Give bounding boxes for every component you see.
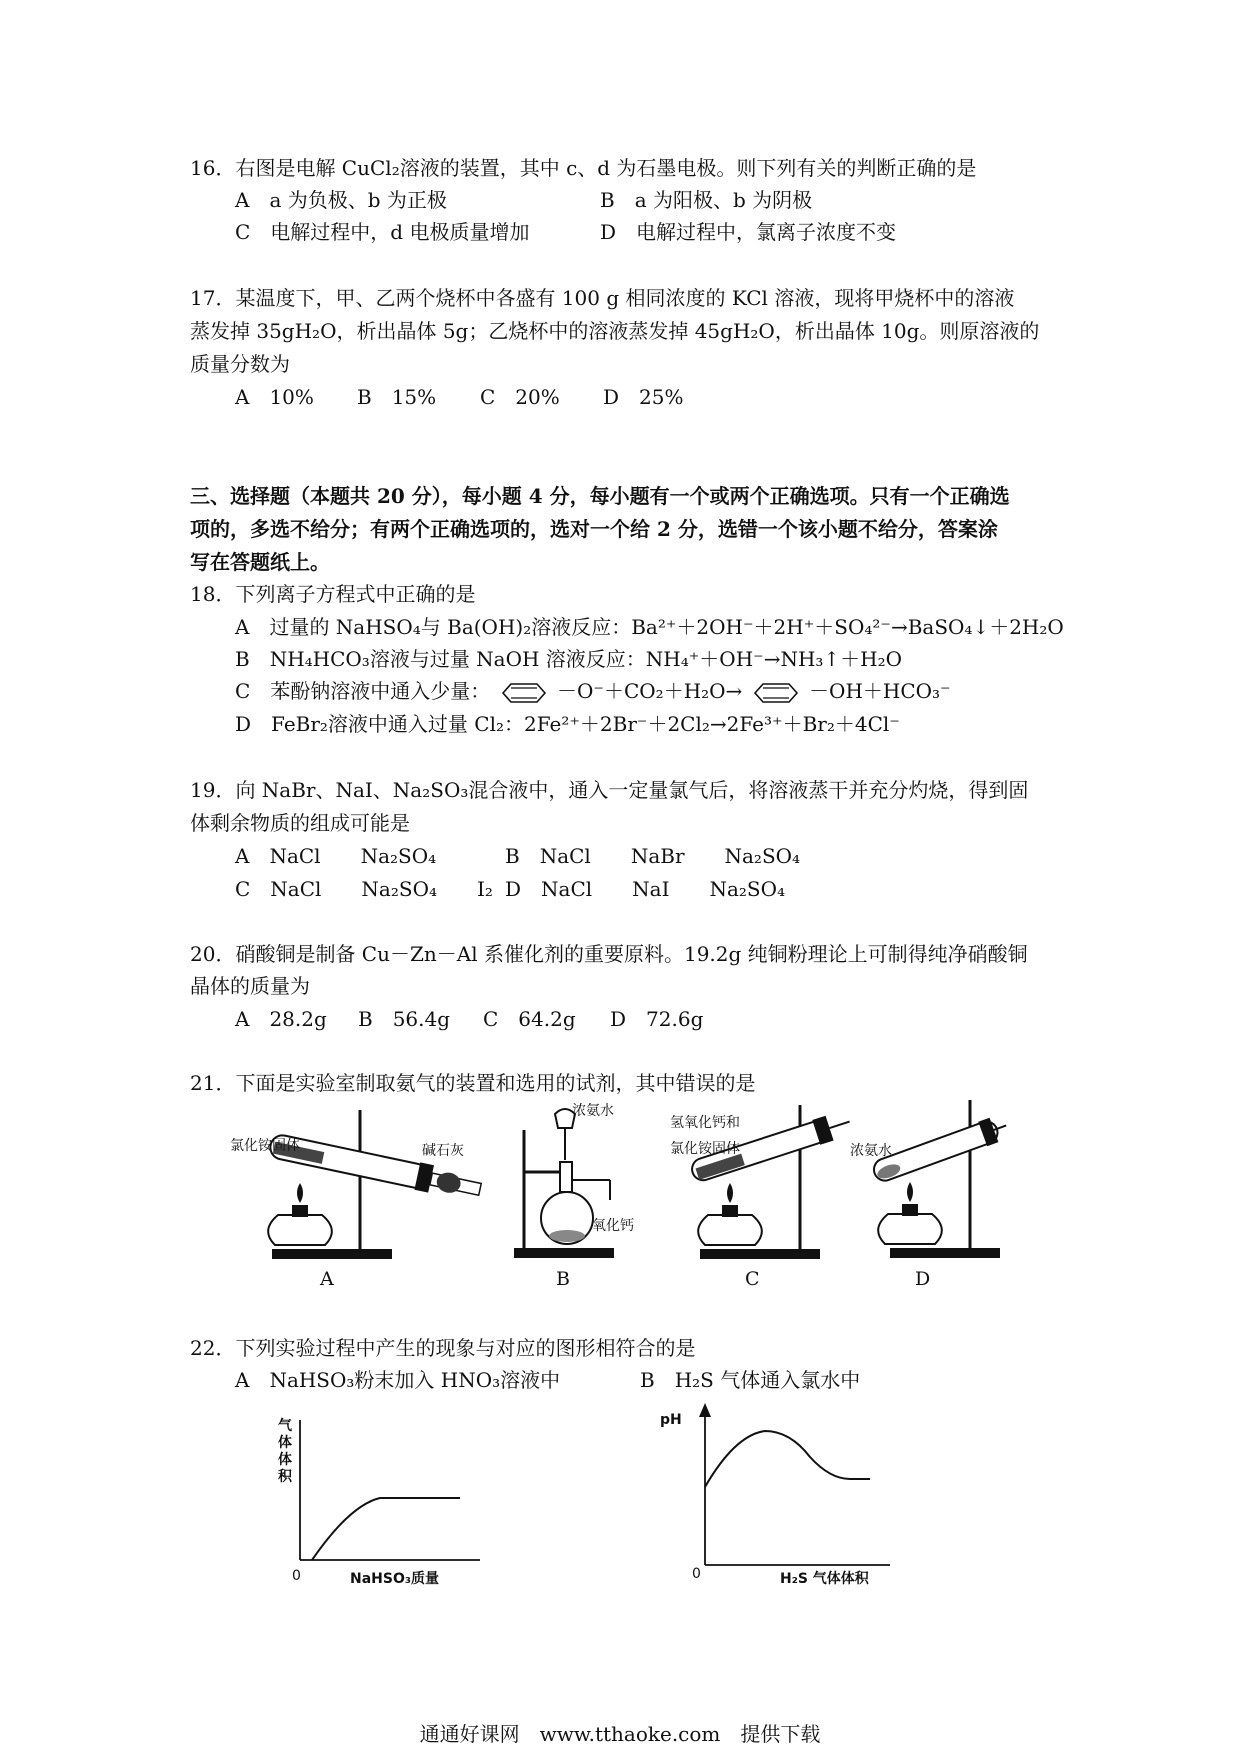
q20-line2: 晶体的质量为 [190,974,310,998]
apparatus-a-label-soda-lime: 碱石灰 [422,1143,464,1159]
graph-b-x-axis-label: H₂S 气体体积 [780,1571,869,1587]
apparatus-c-label-ammonium-chloride: 氯化铵固体 [670,1141,740,1157]
apparatus-a-label-ammonium-chloride: 氯化铵固体 [230,1138,300,1154]
q16-option-c: C 电解过程中，d 电极质量增加 [235,220,530,244]
section3-line2: 项的，多选不给分；有两个正确选项的，选对一个给 2 分，选错一个该小题不给分，答案涂 [190,517,998,541]
q18-option-c-middle: －O⁻＋CO₂＋H₂O→ [557,679,743,703]
q16-option-d: D 电解过程中，氯离子浓度不变 [600,220,897,244]
graph-a-x-axis-label: NaHSO₃质量 [350,1571,439,1587]
q18-option-a: A 过量的 NaHSO₄与 Ba(OH)₂溶液反应：Ba²⁺＋2OH⁻＋2H⁺＋SO₄²⁻→BaSO₄↓＋2H₂O [235,615,1064,639]
q18-option-b: B NH₄HCO₃溶液与过量 NaOH 溶液反应：NH₄⁺＋OH⁻→NH₃↑＋H₂O [235,647,903,671]
q17-line1: 17．某温度下，甲、乙两个烧杯中各盛有 100 g 相同浓度的 KCl 溶液，现将甲烧杯中的溶液 [190,286,1015,310]
apparatus-b-label-conc-ammonia: 浓氨水 [572,1103,614,1119]
q18-option-c-prefix: C 苯酚钠溶液中通入少量： [235,679,491,703]
apparatus-d-figure [860,1100,1010,1265]
apparatus-b-figure [510,1100,640,1265]
apparatus-c-label-calcium-hydroxide: 氢氧化钙和 [670,1115,740,1131]
q22-option-a: A NaHSO₃粉末加入 HNO₃溶液中 [235,1368,561,1392]
q20-option-b: B 56.4g [358,1007,451,1031]
page-footer: 通通好课网 www.tthaoke.com 提供下载 [419,1722,821,1746]
q16-option-a: A a 为负极、b 为正极 [235,188,447,212]
graph-a-y-axis-label: 气体体积 [278,1418,292,1485]
q19-option-a: A NaCl Na₂SO₄ [235,844,437,868]
q17-line2: 蒸发掉 35gH₂O，析出晶体 5g；乙烧杯中的溶液蒸发掉 45gH₂O，析出晶体 10g。则原溶液的 [190,319,1040,343]
graph-b [690,1395,910,1585]
q20-line1: 20．硝酸铜是制备 Cu－Zn－Al 系催化剂的重要原料。19.2g 纯铜粉理论上可制得纯净硝酸铜 [190,942,1028,966]
q17-line3: 质量分数为 [190,352,290,376]
q19-line1: 19．向 NaBr、NaI、Na₂SO₃混合液中，通入一定量氯气后，将溶液蒸干并充分灼烧，得到固 [190,778,1029,802]
q18-stem: 18．下列离子方程式中正确的是 [190,582,476,606]
section3-line1: 三、选择题（本题共 20 分），每小题 4 分，每小题有一个或两个正确选项。只有一个正确选 [190,484,1010,508]
q19-option-c: C NaCl Na₂SO₄ I₂ [235,877,493,901]
apparatus-d-caption: D [915,1268,931,1290]
q18-option-c [235,678,951,704]
q19-option-b: B NaCl NaBr Na₂SO₄ [505,844,801,868]
apparatus-a-figure [230,1105,490,1265]
apparatus-b-caption: B [556,1268,570,1290]
graph-b-curve [705,1431,870,1487]
q20-option-a: A 28.2g [235,1007,327,1031]
q21-stem: 21．下面是实验室制取氨气的装置和选用的试剂，其中错误的是 [190,1071,756,1095]
apparatus-b-label-calcium-oxide: 氧化钙 [592,1218,634,1234]
apparatus-d-label-conc-ammonia: 浓氨水 [850,1143,892,1159]
q19-option-d: D NaCl NaI Na₂SO₄ [505,877,786,901]
section3-line3: 写在答题纸上。 [190,550,330,574]
q22-stem: 22．下列实验过程中产生的现象与对应的图形相符合的是 [190,1336,696,1360]
q16-option-b: B a 为阳极、b 为阴极 [600,188,813,212]
graph-b-origin: 0 [692,1566,701,1582]
graph-b-y-axis-label: pH [660,1412,682,1428]
graph-a-origin: 0 [292,1568,301,1584]
q19-line2: 体剩余物质的组成可能是 [190,811,410,835]
apparatus-a-caption: A [320,1268,334,1290]
q20-option-d: D 72.6g [610,1007,704,1031]
q22-option-b: B H₂S 气体通入氯水中 [640,1368,861,1392]
q17-option-c: C 20% [480,385,560,409]
benzene-ring-icon [497,682,551,704]
apparatus-c-caption: C [745,1268,760,1290]
q18-option-d: D FeBr₂溶液中通入过量 Cl₂：2Fe²⁺＋2Br⁻＋2Cl₂→2Fe³⁺＋Br₂＋4Cl⁻ [235,712,900,736]
benzene-ring-icon [749,682,803,704]
q16-stem: 16．右图是电解 CuCl₂溶液的装置，其中 c、d 为石墨电极。则下列有关的判断正确的是 [190,156,977,180]
q17-option-d: D 25% [603,385,684,409]
q18-option-c-suffix: －OH＋HCO₃⁻ [809,679,951,703]
q17-option-b: B 15% [357,385,437,409]
graph-a-curve [312,1498,460,1560]
q17-option-a: A 10% [235,385,314,409]
q20-option-c: C 64.2g [483,1007,576,1031]
